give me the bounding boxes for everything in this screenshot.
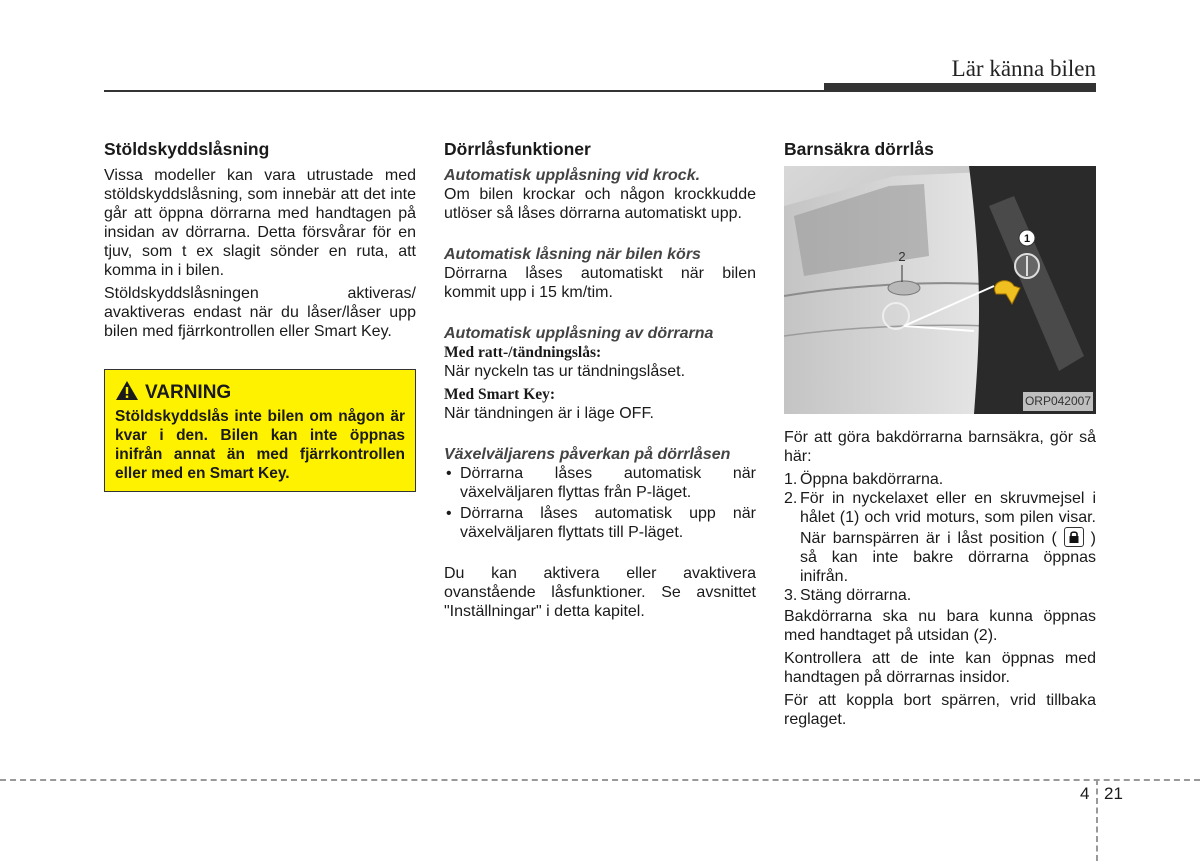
paragraph: Stöldskyddslåsningen aktiveras/ avaktiveras endast när du låser/låser upp bilen med fjärrkontrollen eller Smart Key. (104, 285, 416, 340)
paragraph: Bakdörrarna ska nu bara kunna öppnas med handtaget på utsidan (2). (784, 608, 1096, 644)
section-heading: Dörrlåsfunktioner (444, 139, 591, 159)
header-rule-thick (824, 83, 1096, 90)
condition-label: Med ratt-/tändningslås: (444, 344, 602, 361)
step-text: För in nyckelaxet eller en skruvmejsel i hålet (1) och vrid moturs, som pilen visar. När barnspärren är i låst position ( (800, 490, 1096, 547)
step-item (784, 489, 1096, 586)
section-heading: Stöldskyddslåsning (104, 139, 270, 159)
step-item (784, 470, 1096, 489)
child-lock-illustration (784, 166, 1096, 414)
condition-label: Med Smart Key: (444, 386, 556, 403)
warning-title: VARNING (145, 382, 232, 403)
warning-text: Stöldskyddslås inte bilen om någon är kvar i den. Bilen kan inte öppnas inifrån annat än med fjärrkontrollen eller med en Smart Key. (115, 408, 405, 482)
paragraph: När tändningen är i läge OFF. (444, 405, 654, 422)
step-text: Stäng dörrarna. (800, 587, 912, 604)
warning-box (104, 369, 416, 492)
list-item: • Dörrarna låses automatisk upp när växelväljaren flyttats till P-läget. (444, 504, 756, 542)
step-text: ) så kan inte bakre dörrarna öppnas inifrån. (800, 530, 1096, 585)
step-number: 2. (784, 490, 798, 507)
lock-icon (1064, 527, 1084, 547)
subheading: Växelväljarens påverkan på dörrlåsen (444, 446, 731, 463)
footer-rule (0, 779, 1200, 781)
step-list (784, 470, 1096, 605)
chapter-number: 4 (1080, 784, 1090, 803)
list-item: • Dörrarna låses automatisk när växelväljaren flyttas från P-läget. (444, 464, 756, 502)
bullet-list (444, 464, 756, 542)
section-heading: Barnsäkra dörrlås (784, 139, 934, 159)
warning-triangle-icon (115, 380, 139, 405)
callout-2: 2 (898, 249, 906, 264)
step-number: 1. (784, 471, 798, 488)
page-number: 21 (1104, 784, 1123, 803)
paragraph: Kontrollera att de inte kan öppnas med handtagen på dörrarnas insidor. (784, 650, 1096, 686)
column-child-lock (784, 138, 1096, 733)
column-door-lock-functions (444, 138, 756, 625)
car-door-illustration (784, 166, 1096, 414)
column-theft-lock (104, 138, 416, 492)
subheading: Automatisk upplåsning av dörrarna (444, 325, 714, 342)
subheading: Automatisk låsning när bilen körs (444, 246, 701, 263)
footer-divider (1096, 779, 1098, 861)
subheading: Automatisk upplåsning vid krock. (444, 167, 701, 184)
paragraph: För att göra bakdörrarna barnsäkra, gör så här: (784, 429, 1096, 465)
paragraph: Dörrarna låses automatiskt när bilen kommit upp i 15 km/tim. (444, 265, 756, 301)
step-item (784, 586, 1096, 605)
paragraph: När nyckeln tas ur tändningslåset. (444, 363, 686, 380)
figure-code: ORP042007 (1023, 392, 1093, 411)
paragraph: Du kan aktivera eller avaktivera ovanstående låsfunktioner. Se avsnittet "Inställningar" i detta kapitel. (444, 565, 756, 620)
header-title: Lär känna bilen (951, 56, 1096, 81)
paragraph: Vissa modeller kan vara utrustade med stöldskyddslåsning, som innebär att det inte går att öppna dörrarna med handtagen på insidan av dörrarna. Detta försvårar för en tjuv, som t ex slagit sönder en ruta, att komma in i bilen. (104, 167, 416, 279)
paragraph: För att koppla bort spärren, vrid tillbaka reglaget. (784, 692, 1096, 728)
header-rule (104, 90, 1096, 92)
paragraph: Om bilen krockar och någon krockkudde utlöser så låses dörrarna automatiskt upp. (444, 186, 756, 222)
callout-1: 1 (1023, 233, 1031, 245)
warning-header (115, 380, 405, 405)
step-number: 3. (784, 587, 798, 604)
step-text: Öppna bakdörrarna. (800, 471, 944, 488)
